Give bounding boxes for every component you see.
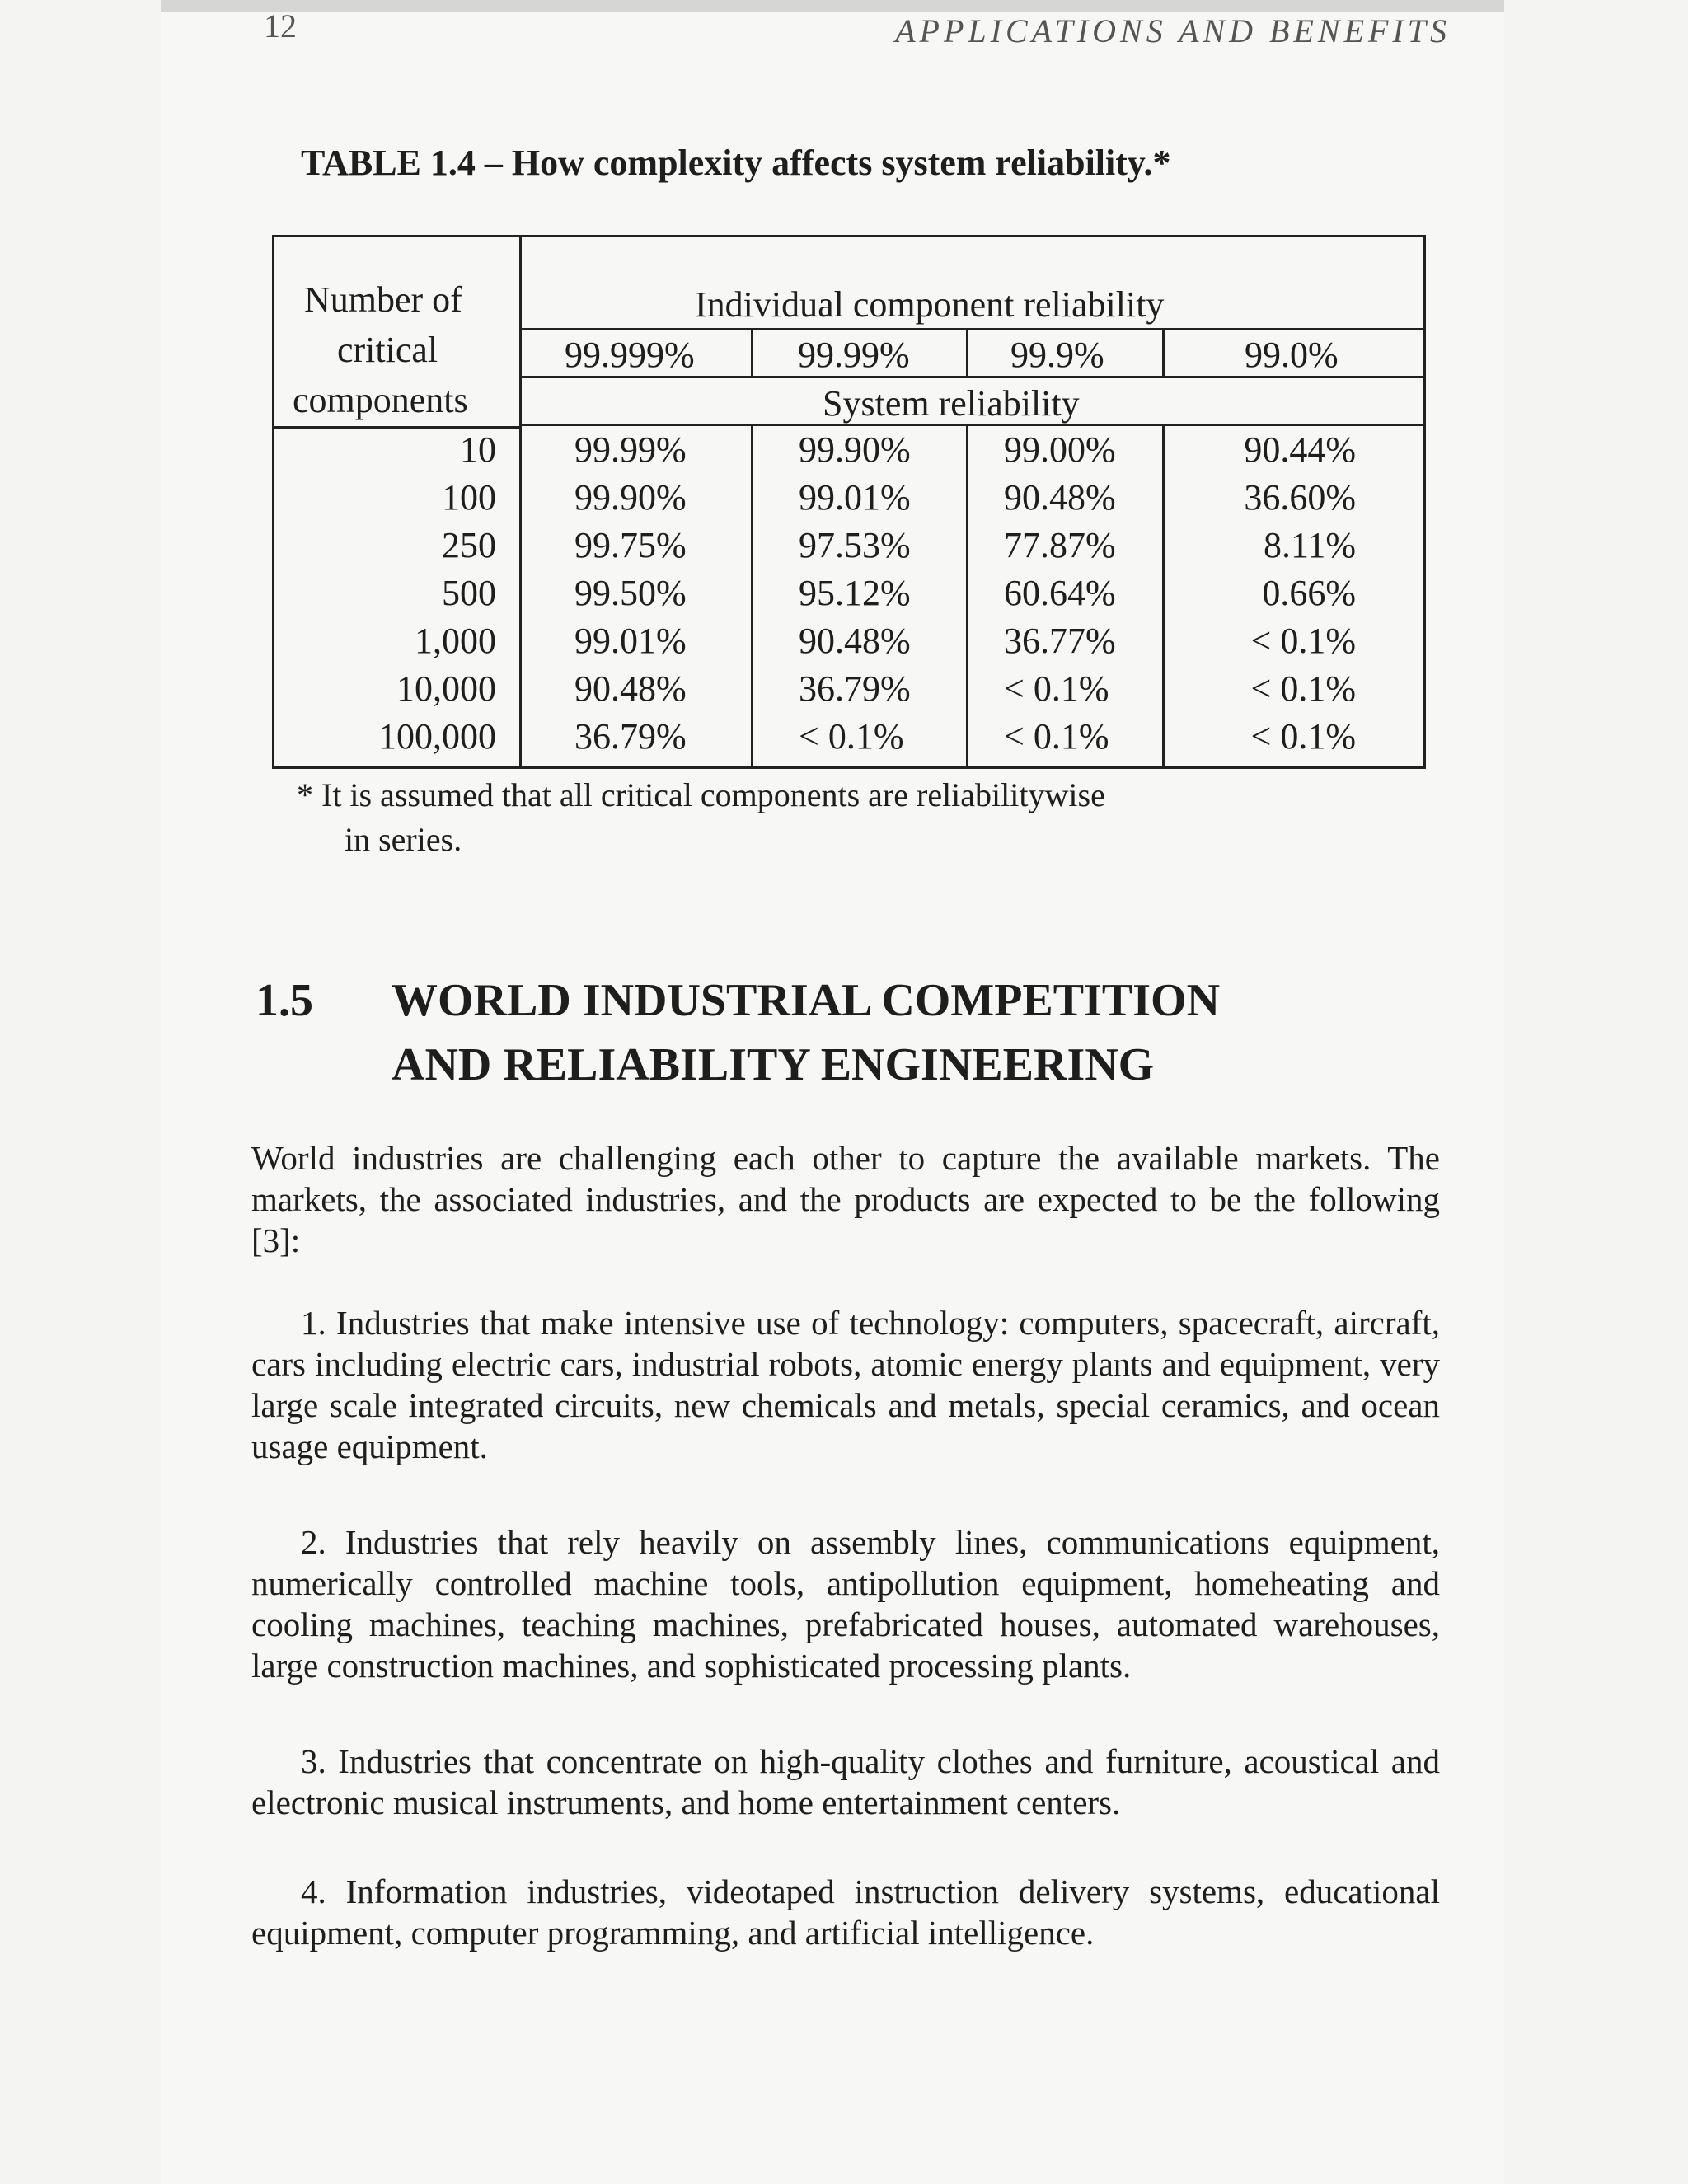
table-cell: 99.50% [574, 573, 687, 613]
table-cell: < 0.1% [1250, 668, 1356, 709]
table-cell: 36.79% [799, 668, 911, 709]
table-cell: 90.48% [799, 621, 911, 661]
table-rule [1162, 425, 1165, 769]
column-header: 99.0% [1245, 335, 1339, 375]
table-cell: < 0.1% [1250, 716, 1356, 757]
table-cell: 77.87% [1004, 525, 1116, 565]
table-cell: 90.48% [1004, 477, 1116, 518]
table-cell: < 0.1% [1250, 621, 1356, 661]
table-cell: < 0.1% [1004, 668, 1109, 709]
group-label: Individual component reliability [695, 284, 1165, 325]
table-cell: 0.66% [1262, 573, 1356, 613]
row-count: 100,000 [378, 716, 496, 757]
row-count: 100 [442, 477, 496, 518]
intro-paragraph: World industries are challenging each other to capture the available markets. The markets, the associated industries, and the products are expected to be the following [3]: [251, 1139, 1440, 1259]
table-cell: 90.44% [1244, 429, 1356, 470]
list-item: 1. Industries that make intensive use of technology: computers, spacecraft, aircraft, cars including electric cars, industrial robots, atomic energy plants and equipment, very large scale integrated circuits, new chemicals and metals, special ceramics, and ocean usage equipment. [251, 1304, 1440, 1465]
table-rule [966, 425, 968, 769]
page-number: 12 [264, 7, 297, 45]
table-cell: 99.99% [574, 429, 687, 470]
table-rule [751, 425, 753, 769]
running-head [264, 7, 1451, 48]
table-cell: 99.01% [574, 621, 687, 661]
table-rule [1162, 330, 1165, 377]
table-cell: 99.75% [574, 525, 687, 565]
section-title-line: AND RELIABILITY ENGINEERING [392, 1039, 1155, 1090]
row-count: 500 [442, 573, 496, 613]
row-count: 10,000 [396, 668, 496, 709]
section-title [392, 968, 1463, 1097]
table-cell: 97.53% [799, 525, 911, 565]
row-count: 250 [442, 525, 496, 565]
table-cell: 99.00% [1004, 429, 1116, 470]
table-rule [519, 237, 522, 769]
list-item: 4. Information industries, videotaped instruction delivery systems, educational equipment, computer programming, and artificial intelligence. [251, 1872, 1440, 1952]
table-cell: 90.48% [574, 668, 687, 709]
list-item: 3. Industries that concentrate on high-quality clothes and furniture, acoustical and electronic musical instruments, and home entertainment centers. [251, 1742, 1440, 1821]
table-cell: 60.64% [1004, 573, 1116, 613]
table-rule [751, 330, 753, 377]
table-cell: 99.01% [799, 477, 911, 518]
row-label-line: Number of [304, 279, 462, 320]
table-cell: 95.12% [799, 573, 911, 613]
column-header: 99.9% [1010, 335, 1104, 375]
column-header: 99.999% [565, 335, 695, 375]
footnote-line: * It is assumed that all critical components are reliabilitywise [297, 776, 1105, 813]
table-caption: TABLE 1.4 – How complexity affects system reliability.* [301, 143, 1171, 183]
table-rule [519, 424, 1426, 426]
table-cell: 99.90% [799, 429, 911, 470]
table-rule [519, 376, 1426, 378]
table-cell: 99.90% [574, 477, 687, 518]
reliability-table [272, 235, 1426, 769]
row-count: 1,000 [415, 621, 496, 661]
table-rule [519, 328, 1426, 330]
footnote-line: in series. [345, 821, 462, 858]
table-cell: 36.79% [574, 716, 687, 757]
table-cell: 36.77% [1004, 621, 1116, 661]
row-count: 10 [460, 429, 496, 470]
section-number: 1.5 [256, 975, 313, 1026]
list-item: 2. Industries that rely heavily on assembly lines, communications equipment, numerically controlled machine tools, antipollution equipment, homeheating and cooling machines, teaching machines, prefabricated houses, automated warehouses, large construction machines, and sophisticated processing plants. [251, 1523, 1440, 1685]
table-cell: < 0.1% [1004, 716, 1109, 757]
sub-label: System reliability [823, 383, 1080, 424]
column-header: 99.99% [798, 335, 910, 375]
table-cell: 8.11% [1263, 525, 1356, 565]
table-rule [966, 330, 968, 377]
running-head-title: APPLICATIONS AND BENEFITS [895, 12, 1451, 49]
row-label-line: critical [337, 330, 438, 370]
section-title-line: WORLD INDUSTRIAL COMPETITION [392, 975, 1221, 1026]
table-cell: 36.60% [1244, 477, 1356, 518]
table-footnote [297, 773, 1105, 862]
table-cell: < 0.1% [799, 716, 904, 757]
table-rule [274, 426, 519, 429]
row-label-line: components [293, 380, 468, 420]
